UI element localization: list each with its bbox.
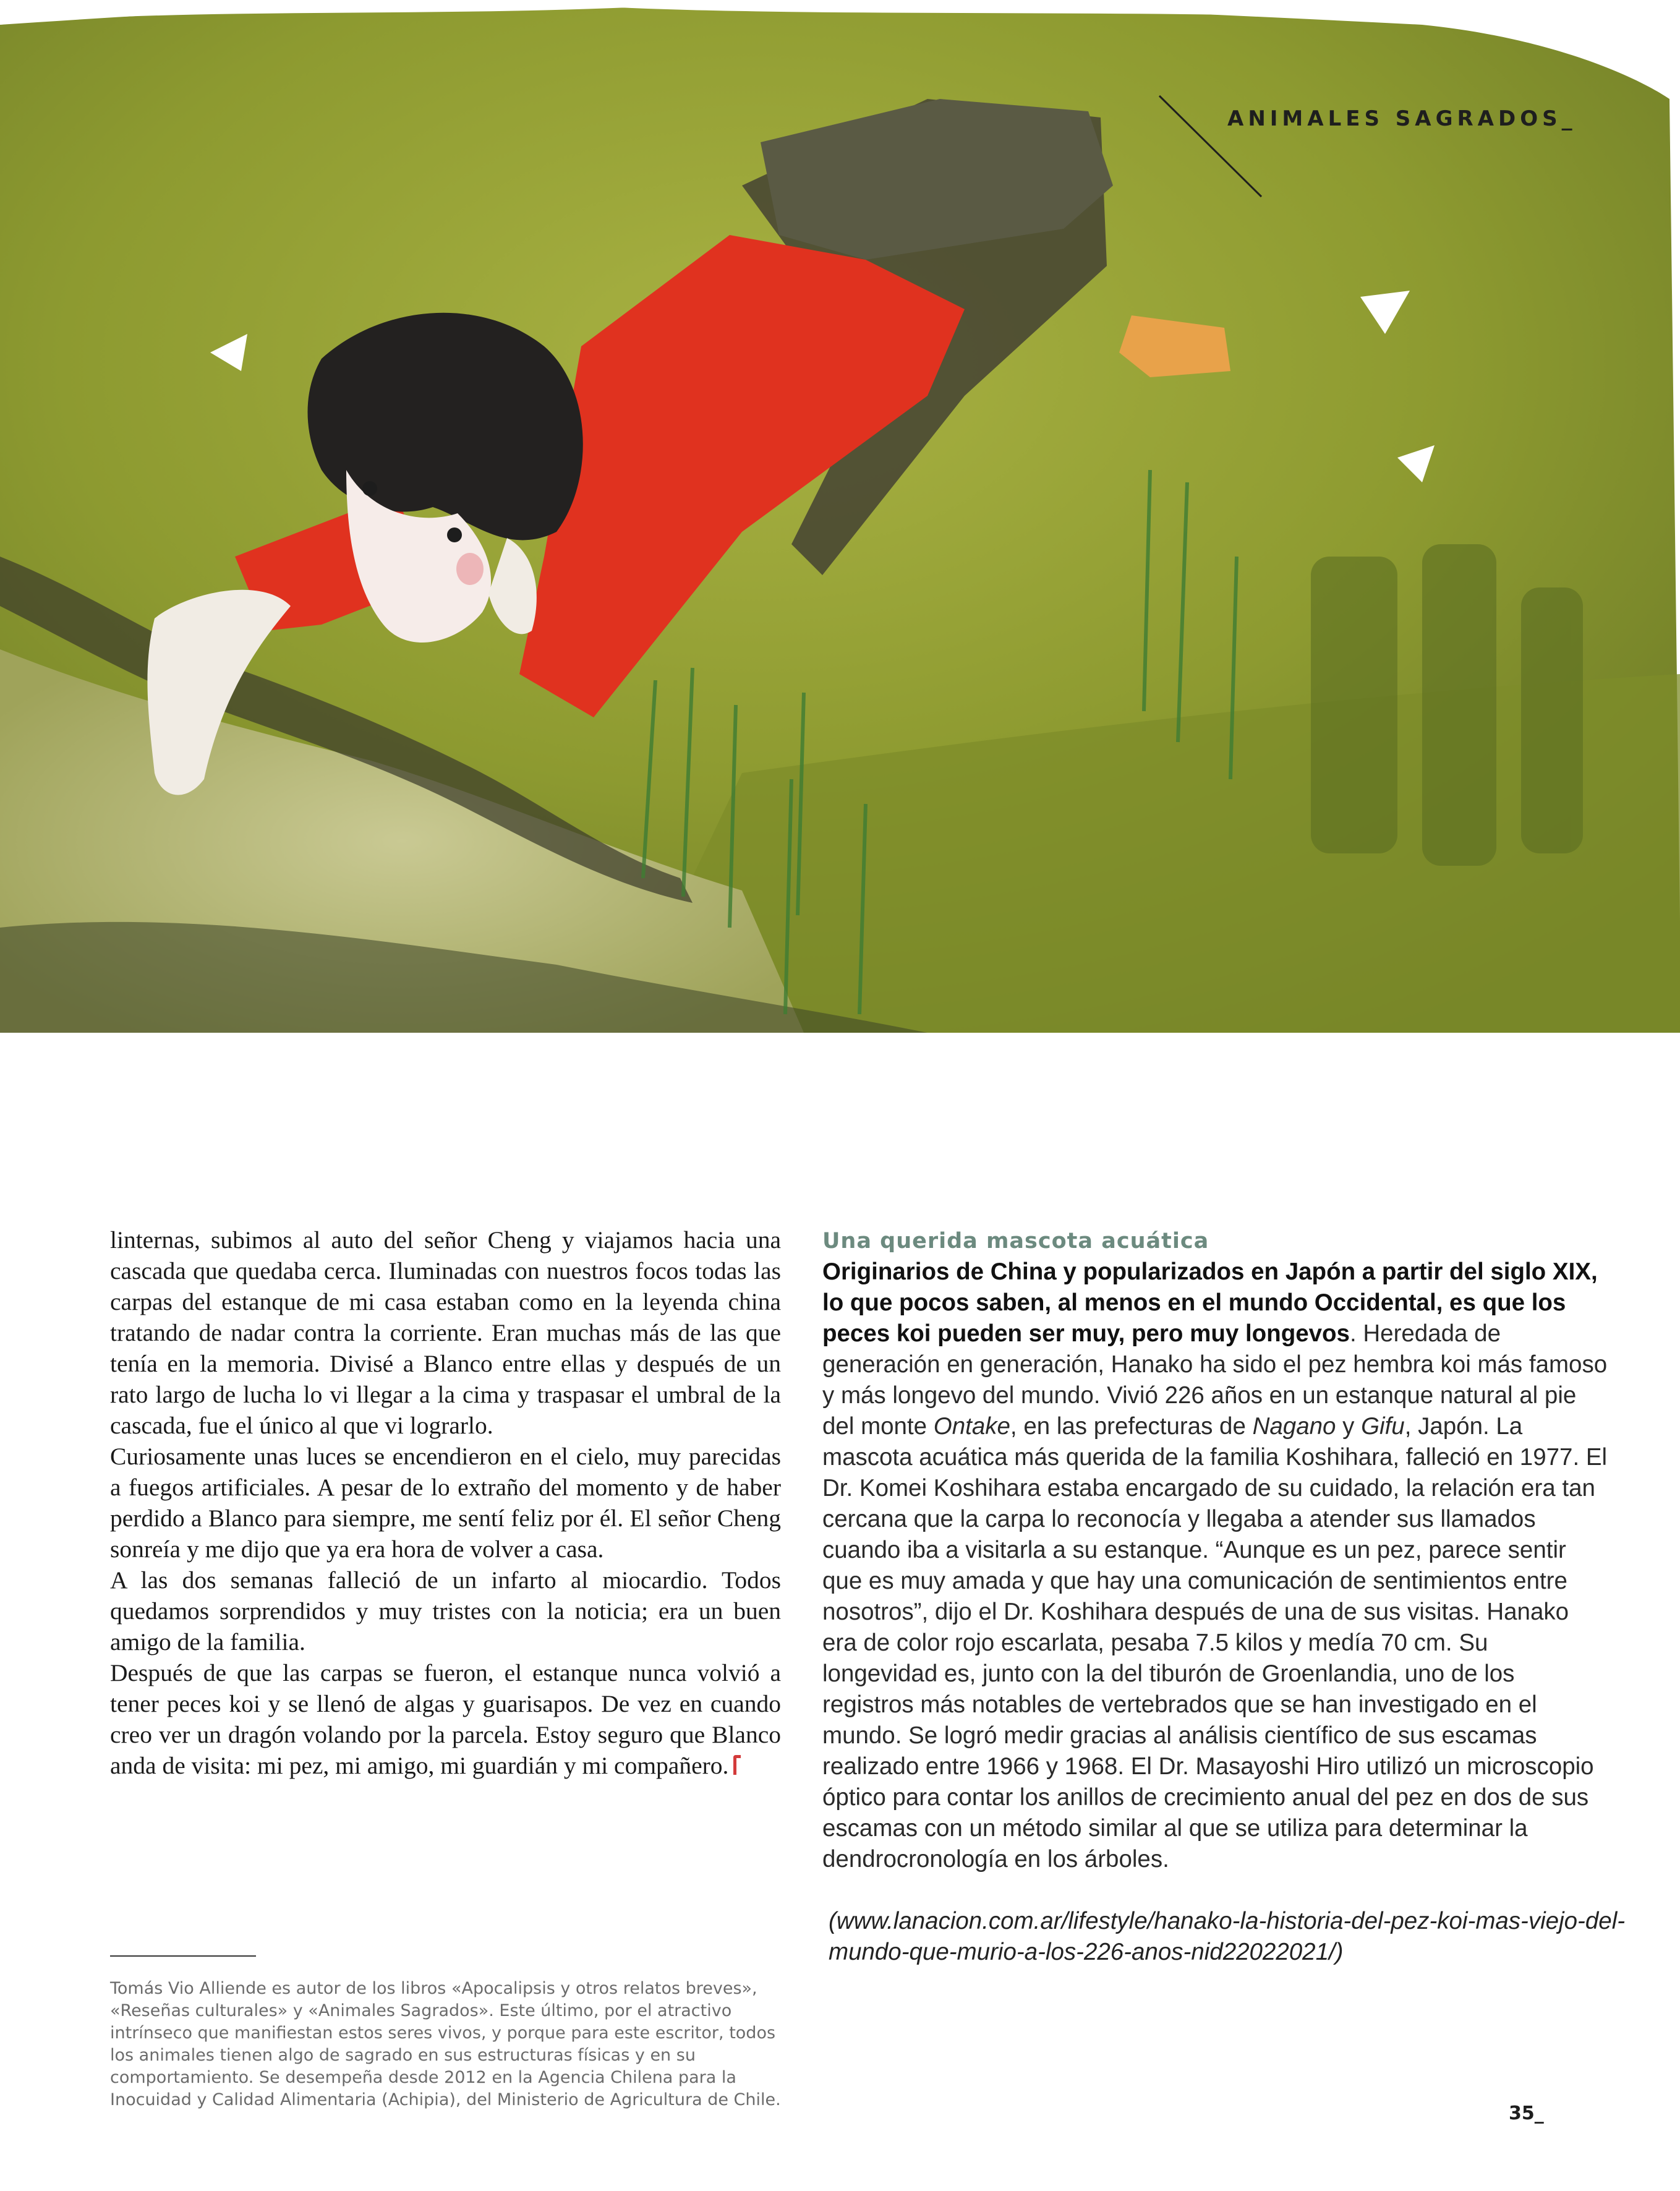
page-number: 35_ bbox=[1509, 2103, 1544, 2124]
place-name: Nagano bbox=[1252, 1413, 1336, 1440]
source-citation: (www.lanacion.com.ar/lifestyle/hanako-la-historia-del-pez-koi-mas-viejo-del-mundo-que-murio-a-los-226-anos-nid22022021/) bbox=[829, 1908, 1626, 1965]
story-paragraph: Curiosamente unas luces se encendieron en el cielo, muy parecidas a fuegos artificiales. A pesar de lo extraño del momento y de haber perdido a Blanco para siempre, me sentí feliz por él. El señor Cheng sonreía y me dijo que ya era hora de volver a casa. bbox=[110, 1443, 781, 1563]
story-paragraph: linternas, subimos al auto del señor Cheng y viajamos hacia una cascada que quedaba cerca. Iluminadas con nuestros focos todas las carpas del estanque de mi casa estaban como en la leyenda china tratando de nadar contra la corriente. Eran muchas más de las que tenía en la memoria. Divisé a Blanco entre ellas y después de un rato largo de lucha lo vi llegar a la cima y traspasar el umbral de la cascada, fue el único al que vi lograrlo. bbox=[110, 1226, 781, 1439]
body-text: y bbox=[1336, 1413, 1362, 1440]
author-footnote: Tomás Vio Alliende es autor de los libros «Apocalipsis y otros relatos breves», «Reseñas culturales» y «Animales Sagrados». Este último, por el atractivo intrínseco que manifiestan estos seres vivos, y porque para este escritor, todos los animales tienen algo de sagrado en sus estructuras físicas y en su comportamiento. Se desempeña desde 2012 en la Agencia Chilena para la Inocuidad y Calidad Alimentaria (Achipia), del Ministerio de Agricultura de Chile. bbox=[110, 1979, 781, 2109]
sidebar-lead: Originarios de China y popularizados en Japón a partir del siglo XIX, lo que pocos saben, al menos en el mundo Occidental, es que los peces koi pueden ser muy, pero muy longevos bbox=[822, 1258, 1598, 1347]
sidebar-body bbox=[822, 1257, 1608, 1875]
place-name: Ontake bbox=[933, 1413, 1010, 1440]
story-paragraph bbox=[110, 1657, 781, 1781]
illustration bbox=[0, 0, 1680, 1033]
body-text: . Heredada de generación en generación, Hanako ha sido el pez hembra koi más famoso y más longevo del mundo. Vivió 226 años en un estanque natural al pie del monte bbox=[822, 1320, 1608, 1440]
story-column bbox=[110, 1224, 781, 1781]
illustration-child-lying-in-grass-icon bbox=[0, 0, 1680, 1033]
place-name: Gifu bbox=[1361, 1413, 1405, 1440]
sidebar-heading: Una querida mascota acuática bbox=[822, 1229, 1209, 1254]
footnote-divider bbox=[110, 1955, 256, 1957]
body-text: , en las prefecturas de bbox=[1010, 1413, 1253, 1440]
section-label: ANIMALES SAGRADOS_ bbox=[1227, 106, 1577, 131]
body-text: , Japón. La mascota acuática más querida de la familia Koshihara, falleció en 1977. El Dr. Komei Koshihara estaba encargado de su cuidado, la relación era tan cercana que la carpa lo reconocía y llegaba a atender sus llamados cuando iba a visitarla a su estanque. “Aunque es un pez, parece sentir que es muy amada y que hay una comunicación de sentimientos entre nosotros”, dijo el Dr. Koshihara después de una de sus visitas. Hanako era de color rojo escarlata, pesaba 7.5 kilos y medía 70 cm. Su longevidad es, junto con la del tiburón de Groenlandia, uno de los registros más notables de vertebrados que se han investigado en el mundo. Se logró medir gracias al análisis científico de sus escamas realizado entre 1966 y 1968. El Dr. Masayoshi Hiro utilizó un microscopio óptico para contar los anillos de crecimiento anual del pez en dos de sus escamas con un método similar al que se utiliza para determinar la dendrocronología en los árboles. bbox=[822, 1413, 1608, 1873]
story-paragraph-text: Después de que las carpas se fueron, el estanque nunca volvió a tener peces koi y se llenó de algas y guarisapos. De vez en cuando creo ver un dragón volando por la parcela. Estoy seguro que Blanco anda de visita: mi pez, mi amigo, mi guardián y mi compañero. bbox=[110, 1659, 781, 1779]
story-paragraph: A las dos semanas falleció de un infarto al miocardio. Todos quedamos sorprendidos y muy tristes con la noticia; era un buen amigo de la familia. bbox=[110, 1566, 781, 1655]
end-of-article-icon bbox=[733, 1755, 741, 1775]
sidebar-article bbox=[822, 1226, 1608, 1875]
